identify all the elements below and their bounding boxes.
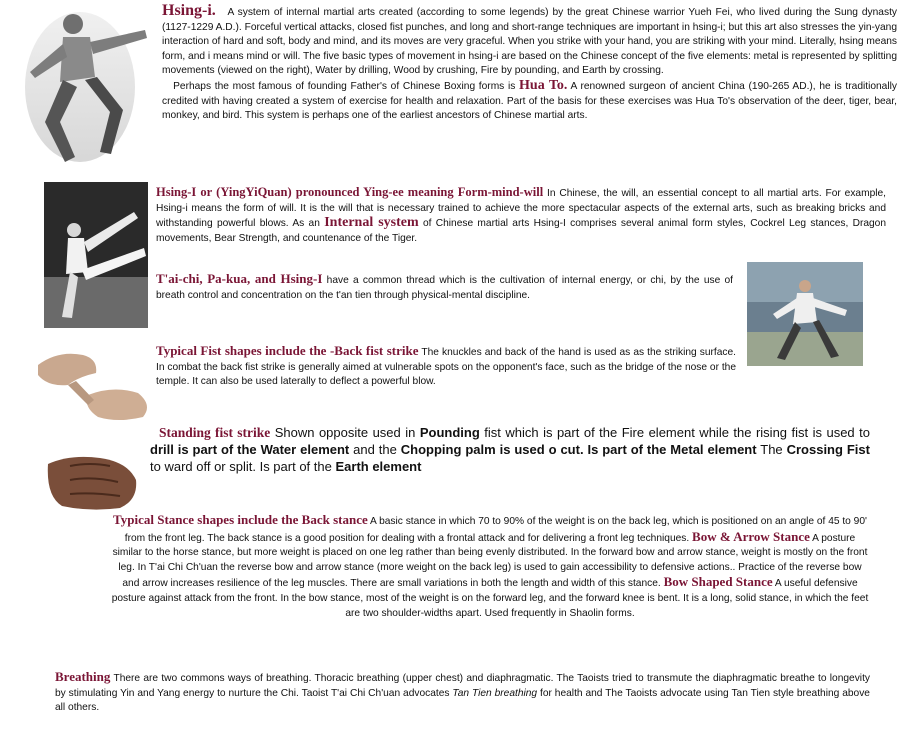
- standing-text-4: The: [760, 442, 783, 457]
- crossing-term: Crossing Fist: [786, 442, 870, 457]
- standing-text-5: to ward off or split. Is part of the: [150, 459, 332, 474]
- yingyi-text-b: of Chinese martial arts Hsing-I comprises several animal form styles, Cockrel Leg stances, Dragon movements, Bear Strength, and countenance of the Tiger.: [156, 218, 887, 244]
- breathing-text-2: for health and The Taoists advocate using Tan Tien style breathing above all others.: [55, 687, 870, 714]
- pounding-term: Pounding: [419, 425, 480, 440]
- stance-text-3: A useful defensive posture against attack from the front. In the bow stance, most of the weight is on the forward leg, and the forward knee is bent. It is a long, solid stance, in which the feet are two shoulder-widths apart. Used frequently in Shaolin forms.: [111, 578, 869, 619]
- chopping-term: Chopping palm is used o cut. Is part of the Metal element: [400, 442, 757, 457]
- drill-term: drill is part of the Water element: [150, 442, 350, 457]
- fist-text: The knuckles and back of the hand is used as as the striking surface. In combat the back fist strike is generally aimed at vulnerable spots on the opponent's face, such as the bridge of the nose or the temple. It can also be used laterally to deflect a powerful blow.: [156, 347, 736, 388]
- taichi-section: [156, 272, 733, 303]
- hsingi-paragraph-2b: A renowned surgeon of ancient China (190-265 AD.), he is traditionally credited with having created a system of exercise for health and relaxation. Part of the basis for these exercises was Hua To's observation of the deer, tiger, bear, monkey, and bird. This system is perhaps one of the earliest ancestors of Chinese martial arts.: [162, 80, 897, 122]
- standing-text-1: Shown opposite used in: [274, 425, 416, 440]
- stance-text-2: A posture similar to the horse stance, but more weight is placed on one leg rather than being evenly distributed. In the forward bow and arrow stance, weight is mostly on the front leg. In T'ai Chi Ch'uan the reverse bow and arrow stance (more weight on the back leg) is used to gain accessibility to defensive actions.. Practice of the reverse bow and arrow increases resilience of the leg muscles. There are small variations in both the length and width of this stance.: [112, 532, 868, 590]
- breathing-section: [55, 670, 870, 716]
- hsingi-paragraph-1: A system of internal martial arts created (according to some legends) by the great Chinese warrior Yueh Fei, who lived during the Sung dynasty (1127-1229 A.D.). Forceful vertical attacks, closed fist punches, and long and short-range techniques are important in hsing-i; but this art also stresses the yin-yang interaction of hard and soft, body and mind, and its moves are very graceful. When you strike with your hand, you are striking with your mind. Literally, hsing means form, and i means mind or will. The five basic types of movement in hsing-i are based on the Chinese concept of the five elements: metal is represented by splitting movements (viewed on the right), Water by drilling, Wood by crushing, Fire by pounding, and Earth by crossing.: [162, 7, 897, 77]
- standing-section: [150, 424, 870, 475]
- standing-heading: Standing fist strike: [158, 425, 271, 440]
- hsingi-paragraph-2a: Perhaps the most famous of founding Father's of Chinese Boxing forms is: [173, 80, 516, 92]
- stance-section: [110, 513, 870, 621]
- yingyi-heading: Hsing-I or (YingYiQuan) pronounced Ying-ee meaning Form-mind-will: [156, 185, 544, 199]
- standing-text-3: and the: [353, 442, 397, 457]
- yingyi-text-a: In Chinese, the will, an essential concept to all martial arts. For example, Hsing-i means the form of will. It is the will that is necessary trained to achieve the more spectacular aspects of the external arts, such as breaking bricks and withstanding powerful blows. As an: [156, 188, 886, 230]
- hsingi-title: Hsing-i.: [162, 2, 216, 19]
- hsingi-section: [162, 4, 897, 124]
- earth-term: Earth element: [335, 459, 422, 474]
- stance-text-1: A basic stance in which 70 to 90% of the weight is on the back leg, which is positioned on an angle of 45 to 90' from the front leg. The back stance is a good position for dealing with a frontal attack and for delivering a front leg techniques.: [124, 516, 867, 544]
- standing-text-2: fist which is part of the Fire element while the rising fist is used to: [484, 425, 870, 440]
- taichi-text: have a common thread which is the cultivation of internal energy, or chi, by the use of breath control and concentration on the t'an tien through physical-mental discipline.: [156, 275, 733, 301]
- yingyi-section: [156, 185, 886, 246]
- tan-tien-term: Tan Tien breathing: [452, 687, 538, 699]
- hua-to-name: Hua To.: [519, 77, 568, 93]
- kick-photo: [44, 182, 148, 328]
- fighter-jump-photo: [5, 2, 155, 167]
- fist-section: [156, 344, 736, 390]
- bow-shaped-stance-term: Bow Shaped Stance: [663, 574, 773, 590]
- stance-heading: Typical Stance shapes include the Back stance: [113, 512, 368, 527]
- breathing-text-1: There are two commons ways of breathing. Thoracic breathing (upper chest) and diaphragmatic. The Taoists tried to transmute the diaphragmatic breathe to longevity by stimulating Yin and Yang energy to nurture the Chi. Taoist T'ai Chi Ch'uan advocates: [55, 673, 870, 699]
- bow-arrow-stance-term: Bow & Arrow Stance: [692, 528, 810, 544]
- taichi-photo: [747, 262, 863, 366]
- back-fist-photo: [28, 345, 153, 427]
- breathing-heading: Breathing: [55, 669, 111, 684]
- standing-fist-photo: [40, 452, 142, 514]
- internal-system-term: Internal system: [324, 215, 419, 231]
- fist-heading: Typical Fist shapes include the -Back fist strike: [156, 343, 419, 358]
- taichi-heading: T'ai-chi, Pa-kua, and Hsing-I: [156, 271, 323, 286]
